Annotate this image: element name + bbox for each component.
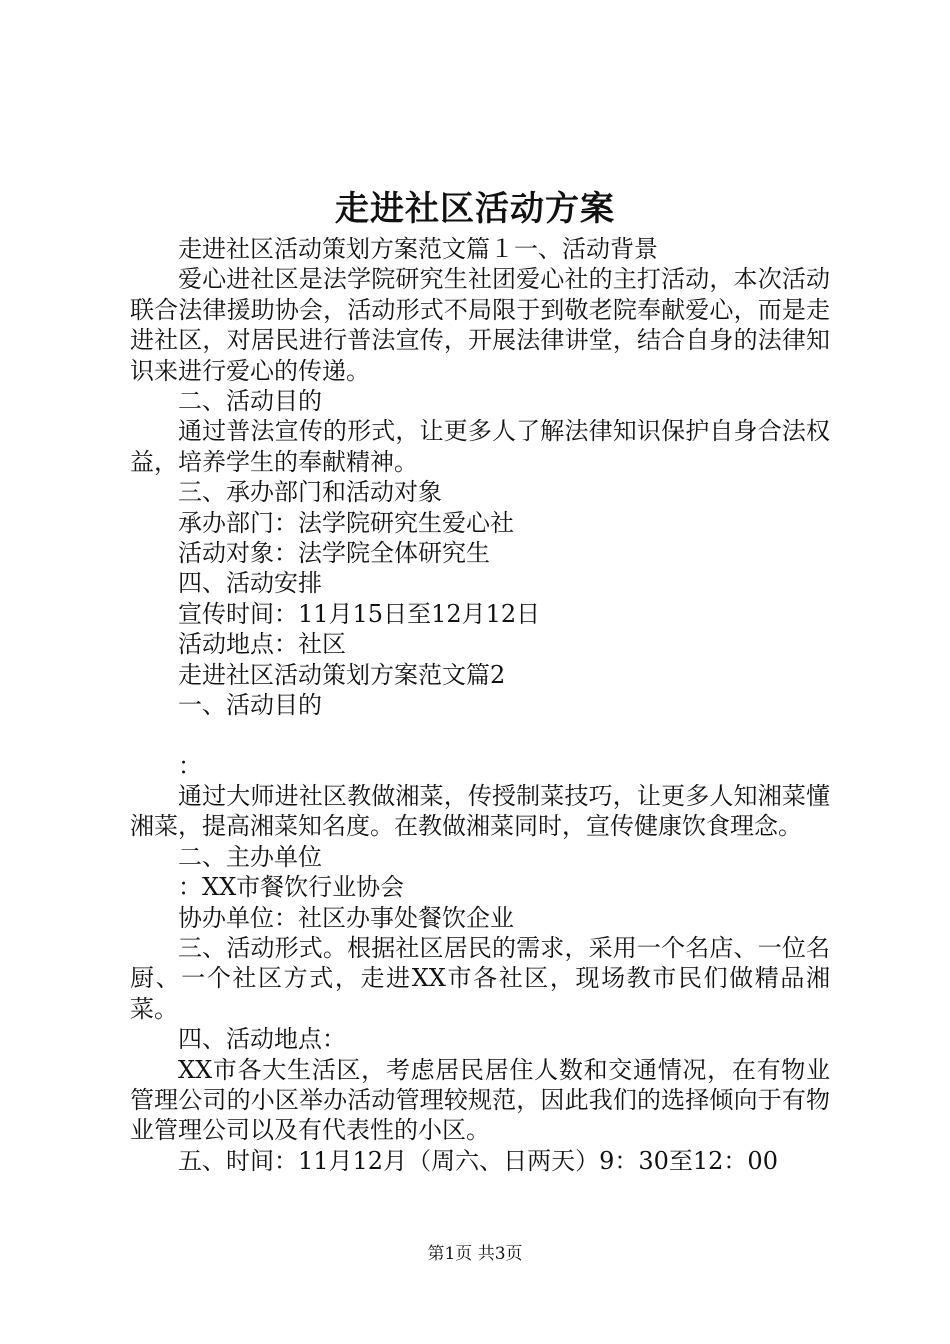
paragraph-18: 三、活动形式。根据社区居民的需求，采用一个名店、一位名厨、一个社区方式，走进XX市各社区，现场教市民们做精品湘菜。 — [130, 933, 830, 1023]
paragraph-1: 走进社区活动策划方案范文篇１一、活动背景 — [178, 235, 658, 263]
paragraph-21: 五、时间：11月12月（周六、日两天）9：30至12：00 — [178, 1146, 778, 1175]
paragraph-7: 活动对象：法学院全体研究生 — [178, 539, 490, 568]
document-body — [130, 234, 830, 1176]
paragraph-10: 活动地点：社区 — [178, 630, 346, 659]
paragraph-20: XX市各大生活区，考虑居民居住人数和交通情况，在有物业管理公司的小区举办活动管理较规范，因此我们的选择倾向于有物业管理公司以及有代表性的小区。 — [130, 1055, 830, 1145]
paragraph-17: 协办单位：社区办事处餐饮企业 — [178, 903, 514, 932]
paragraph-12: 一、活动目的 — [178, 691, 322, 720]
paragraph-19: 四、活动地点： — [178, 1025, 346, 1054]
paragraph-11: 走进社区活动策划方案范文篇2 — [178, 660, 506, 689]
paragraph-14: 通过大师进社区教做湘菜，传授制菜技巧，让更多人知湘菜懂湘菜，提高湘菜知名度。在教做湘菜同时，宣传健康饮食理念。 — [130, 781, 830, 841]
page-footer: 第1页 共3页 — [427, 1244, 523, 1264]
paragraph-6: 承办部门：法学院研究生爱心社 — [178, 508, 514, 537]
paragraph-15: 二、主办单位 — [178, 842, 322, 871]
paragraph-8: 四、活动安排 — [178, 569, 322, 598]
paragraph-3: 二、活动目的 — [178, 387, 322, 416]
paragraph-2: 爱心进社区是法学院研究生社团爱心社的主打活动，本次活动联合法律援助协会，活动形式不局限于到敬老院奉献爱心，而是走进社区，对居民进行普法宣传，开展法律讲堂，结合自身的法律知识来进行爱心的传递。 — [130, 265, 830, 385]
paragraph-5: 三、承办部门和活动对象 — [178, 478, 442, 507]
paragraph-13: ： — [178, 751, 202, 780]
document-title: 走进社区活动方案 — [335, 189, 615, 229]
paragraph-4: 通过普法宣传的形式，让更多人了解法律知识保护自身合法权益，培养学生的奉献精神。 — [130, 417, 830, 476]
paragraph-9: 宣传时间：11月15日至12月12日 — [178, 599, 541, 628]
paragraph-16: ：XX市餐饮行业协会 — [178, 873, 405, 902]
